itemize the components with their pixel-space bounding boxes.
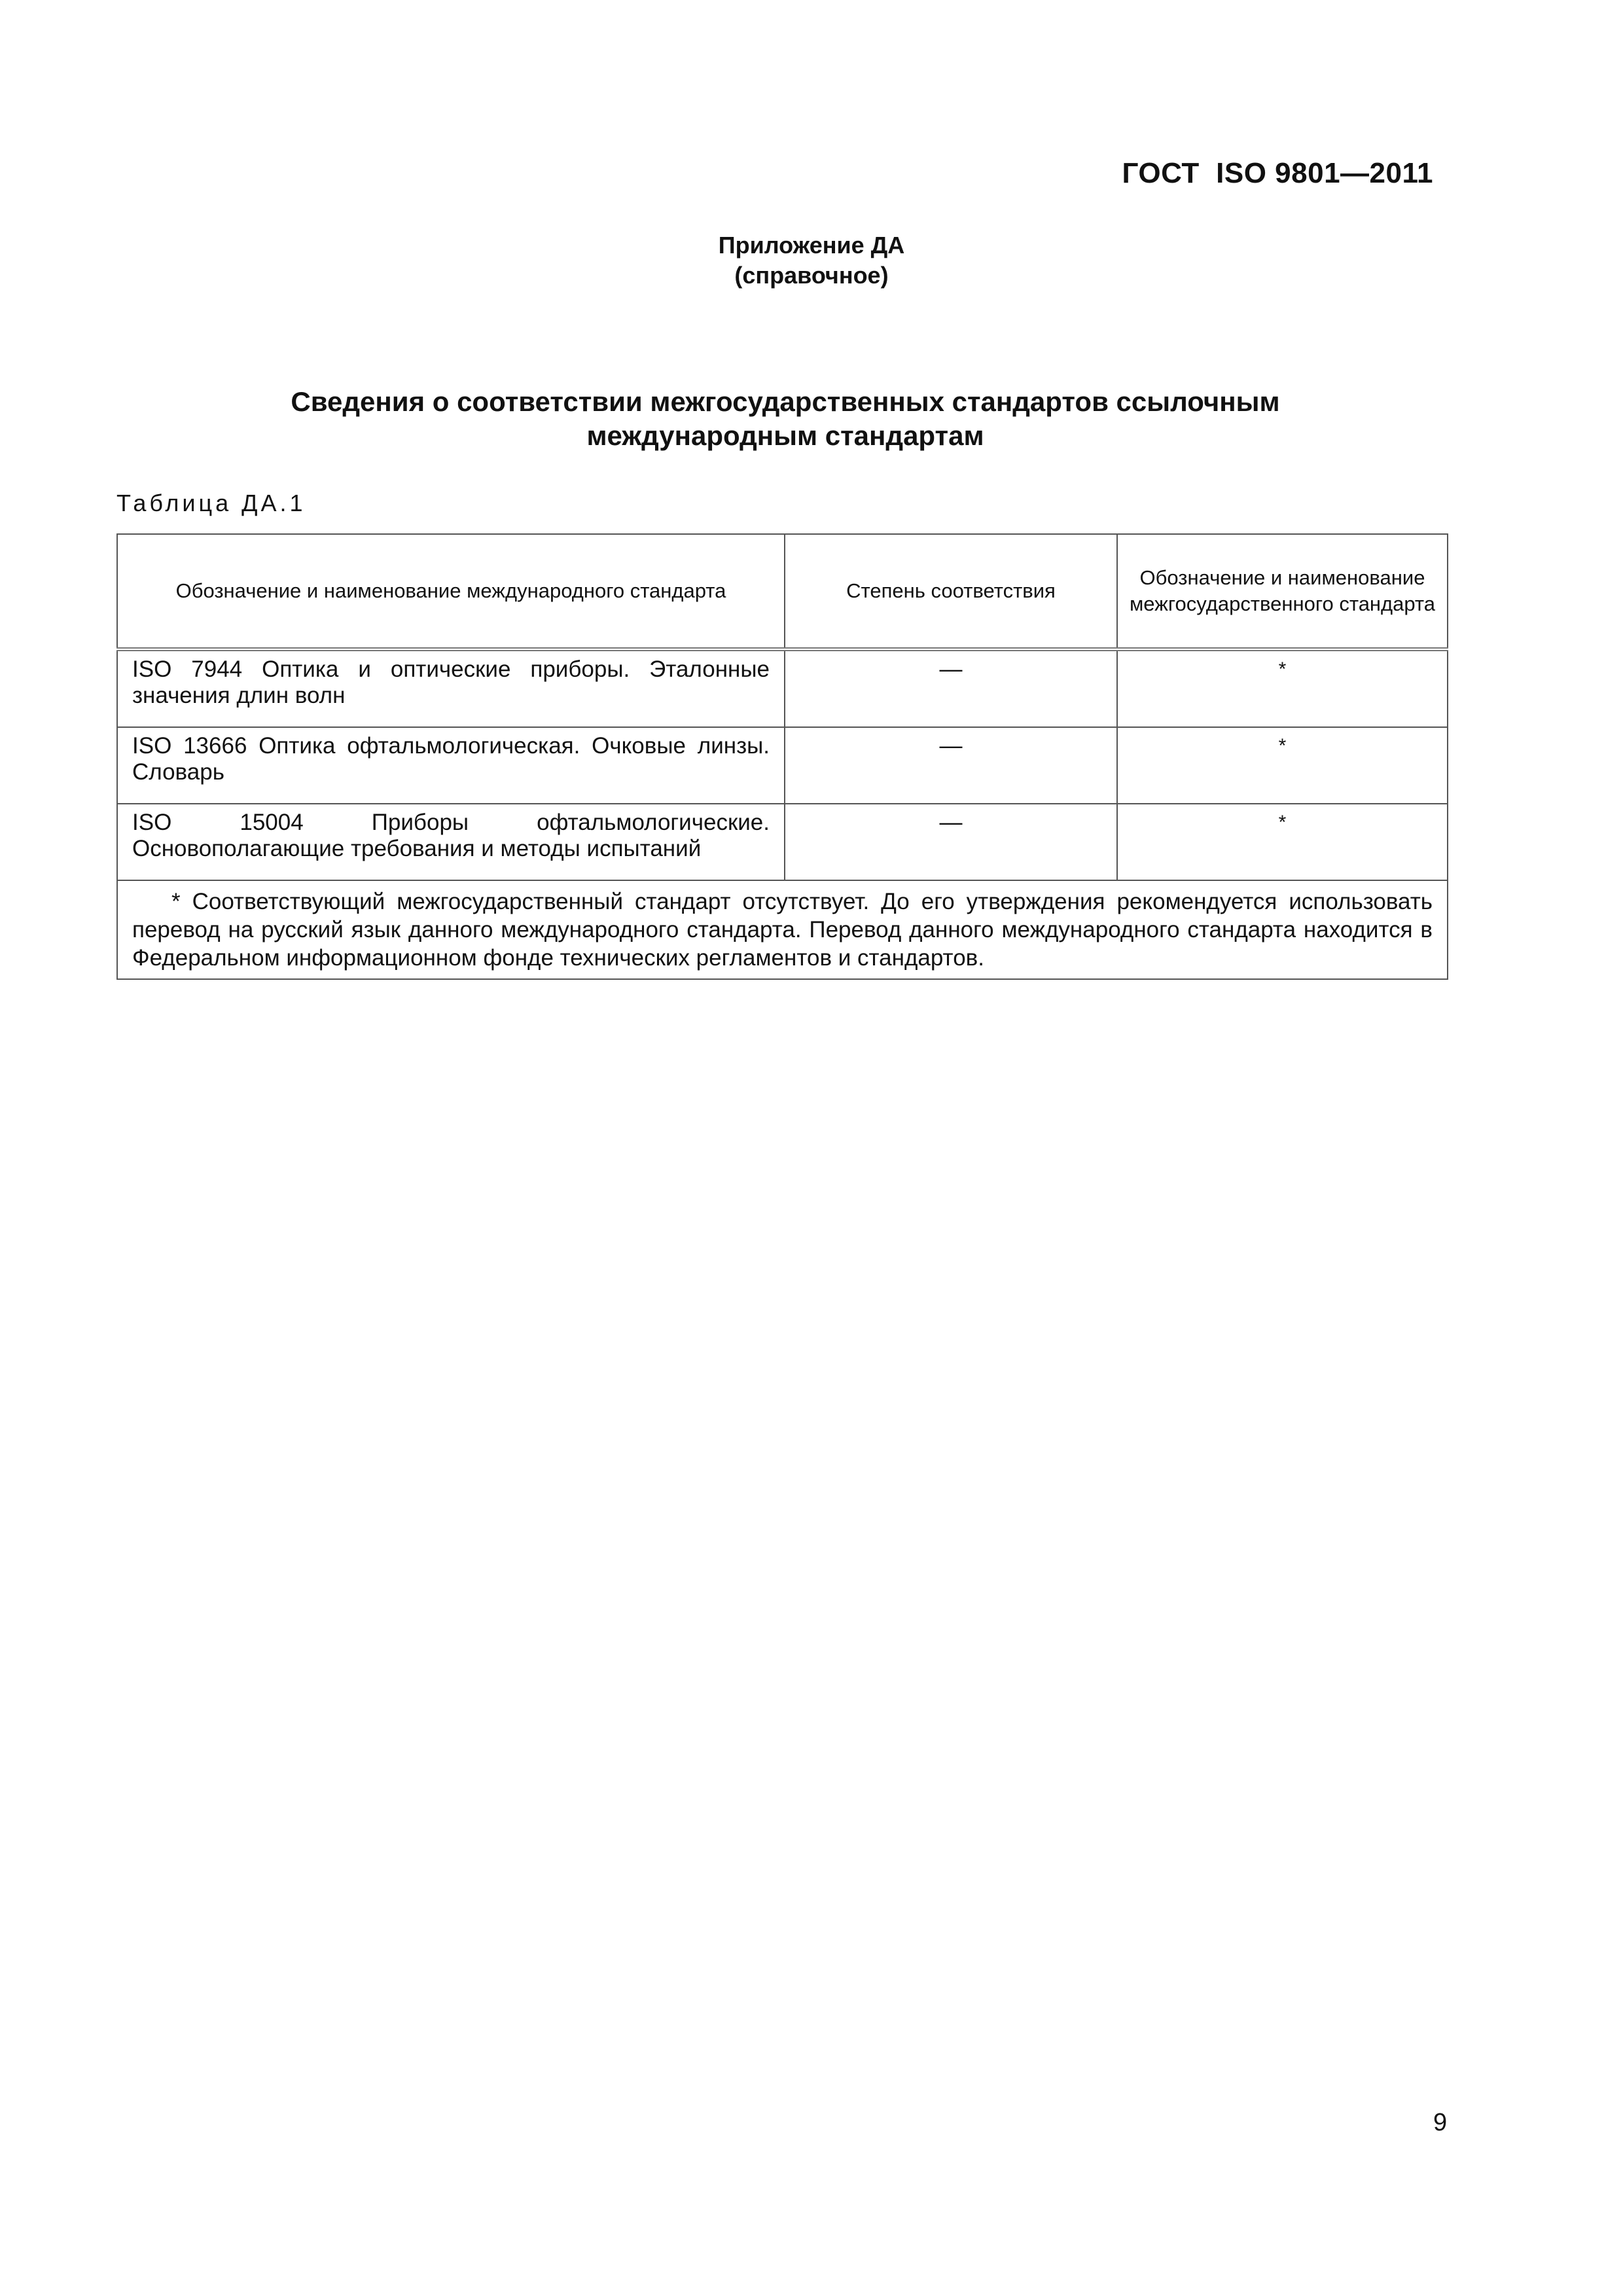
appendix-title: Приложение ДА — [718, 232, 905, 259]
table-label: Таблица ДА.1 — [116, 490, 306, 516]
cell-degree: — — [785, 649, 1117, 727]
cell-standard: ISO 13666 Оптика офтальмологическая. Очковые линзы. Словарь — [117, 727, 785, 804]
cell-standard: ISO 7944 Оптика и оптические приборы. Эталонные значения длин волн — [117, 649, 785, 727]
table-header-row — [117, 534, 1448, 649]
table-row — [117, 727, 1448, 804]
footnote-text: * Соответствующий межгосударственный стандарт отсутствует. До его утверждения рекомендуется использовать перевод на русский язык данного международного стандарта. Перевод данного международного стандарта находится в Федеральном информационном фонде технических регламентов и стандартов. — [132, 889, 1433, 971]
page-number: 9 — [1433, 2109, 1448, 2136]
cell-degree: — — [785, 727, 1117, 804]
cell-interstate: * — [1117, 804, 1448, 880]
appendix-heading — [0, 230, 1623, 291]
table-footnote-row — [117, 880, 1448, 979]
table-row — [117, 804, 1448, 880]
cell-standard: ISO 15004 Приборы офтальмологические. Основополагающие требования и методы испытаний — [117, 804, 785, 880]
column-header-interstate: Обозначение и наименование межгосударственного стандарта — [1117, 534, 1448, 649]
column-header-international: Обозначение и наименование международного стандарта — [117, 534, 785, 649]
cell-interstate: * — [1117, 649, 1448, 727]
reference-table — [116, 533, 1448, 980]
document-code: ГОСТ ISO 9801—2011 — [1122, 157, 1433, 189]
table-row — [117, 649, 1448, 727]
section-title-line-2: международным стандартам — [586, 420, 984, 451]
cell-interstate: * — [1117, 727, 1448, 804]
section-title — [0, 385, 1571, 453]
section-title-line-1: Сведения о соответствии межгосударственных стандартов ссылочным — [291, 386, 1280, 417]
cell-degree: — — [785, 804, 1117, 880]
column-header-degree: Степень соответствия — [785, 534, 1117, 649]
appendix-status: (справочное) — [734, 262, 889, 289]
table-footnote — [117, 880, 1448, 979]
